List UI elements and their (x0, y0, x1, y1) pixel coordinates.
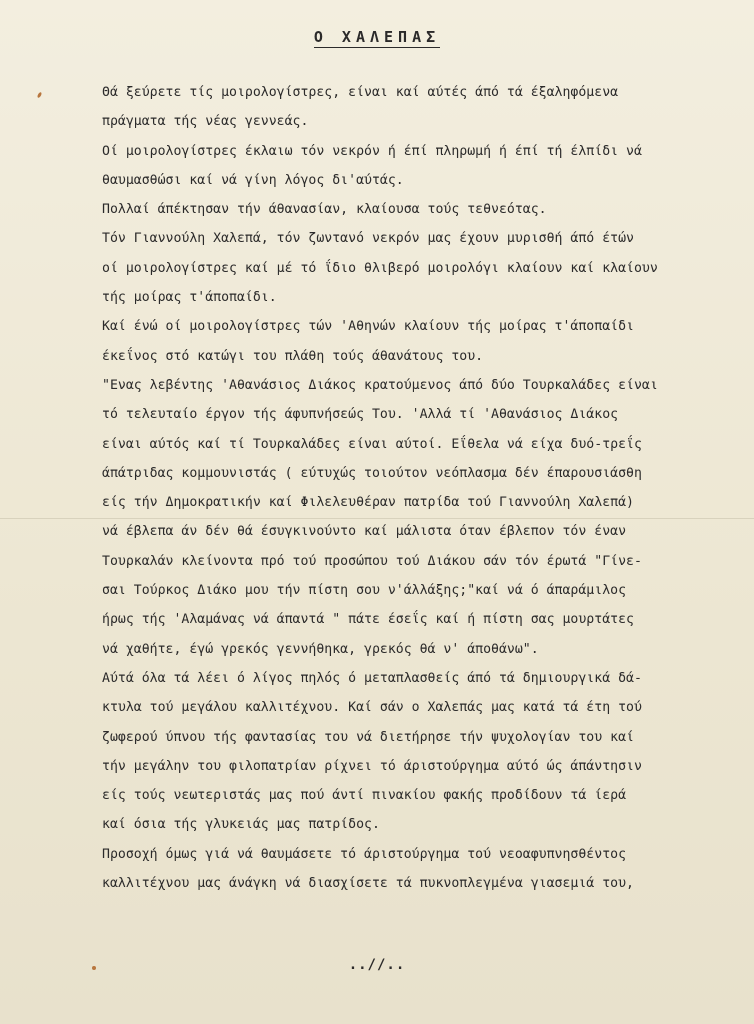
text-line: τήν μεγάλην του φιλοπατρίαν ρίχνει τό άριστούργημα αύτό ώς άπάντησιν (102, 758, 642, 774)
text-line: οί μοιρολογίστρες καί μέ τό ΐδιο θλιβερό μοιρολόγι κλαίουν καί κλαίουν (102, 260, 658, 276)
text-line: έκεΐνος στό κατώγι του πλάθη τούς άθανάτους του. (102, 348, 484, 364)
document-title: Ο ΧΑΛΕΠΑΣ (313, 28, 441, 46)
text-line: είναι αύτός καί τί Τουρκαλάδες είναι αύτοί. Εΐθελα νά είχα δυό-τρεΐς (102, 436, 642, 452)
text-line: καλλιτέχνου μας άνάγκη νά διασχίσετε τά πυκνοπλεγμένα γιασεμιά του, (102, 876, 634, 892)
text-line: Τόν Γιαννούλη Χαλεπά, τόν ζωντανό νεκρόν μας έχουν μυρισθή άπό έτών (102, 231, 634, 247)
text-line: "Ενας λεβέντης 'Αθανάσιος Διάκος κρατούμενος άπό δύο Τουρκαλάδες είναι (102, 377, 658, 393)
page-continuation-mark: ..//.. (348, 957, 406, 973)
text-line: Τουρκαλάν κλείνοντα πρό τού προσώπου τού Διάκου σάν τόν έρωτά "Γίνε- (102, 553, 642, 569)
text-line: νά χαθήτε, έγώ γρεκός γεννήθηκα, γρεκός θά ν' άποθάνω". (102, 641, 539, 657)
text-line: τό τελευταίο έργον τής άφυπνήσεώς Του. 'Αλλά τί 'Αθανάσιος Διάκος (102, 407, 619, 423)
text-line: Οί μοιρολογίστρες έκλαιω τόν νεκρόν ή έπί πληρωμή ή έπί τή έλπίδι νά (102, 143, 642, 159)
text-line: Θά ξεύρετε τίς μοιρολογίστρες, είναι καί αύτές άπό τά έξαληφόμενα (102, 85, 619, 100)
text-line: καί όσια τής γλυκειάς μας πατρίδος. (102, 817, 380, 833)
paper-stain (37, 92, 43, 99)
text-line: Πολλαί άπέκτησαν τήν άθανασίαν, κλαίουσα τούς τεθνεότας. (102, 202, 547, 218)
text-line: είς τήν Δημοκρατικήν καί Φιλελευθέραν πατρίδα τού Γιαννούλη Χαλεπά) (102, 495, 634, 511)
text-line: σαι Τούρκος Διάκο μου τήν πίστη σου ν'άλλάξης;"καί νά ό άπαράμιλος (102, 583, 627, 599)
text-line: κτυλα τού μεγάλου καλλιτέχνου. Καί σάν ο Χαλεπάς μας κατά τά έτη τού (102, 700, 642, 716)
text-line: είς τούς νεωτεριστάς μας πού άντί πινακίου φακής προδίδουν τά ίερά (102, 788, 627, 804)
text-line: ήρως τής 'Αλαμάνας νά άπαντά " πάτε έσεΐς καί ή πίστη σας μουρτάτες (102, 612, 634, 628)
text-line: τής μοίρας τ'άποπαίδι. (102, 290, 277, 306)
text-line: άπάτριδας κομμουνιστάς ( εύτυχώς τοιούτον νεόπλασμα δέν έπαρουσιάσθη (102, 465, 642, 481)
text-line: πράγματα τής νέας γεννεάς. (102, 114, 309, 130)
text-line: Αύτά όλα τά λέει ό λίγος πηλός ό μεταπλασθείς άπό τά δημιουργικά δά- (102, 670, 642, 686)
text-line: Προσοχή όμως γιά νά θαυμάσετε τό άριστούργημα τού νεοαφυπνησθέντος (102, 846, 627, 862)
text-line: νά έβλεπα άν δέν θά έσυγκινούντο καί μάλιστα όταν έβλεπον τόν έναν (102, 524, 627, 540)
text-line: θαυμασθώσι καί νά γίνη λόγος δι'αύτάς. (102, 172, 404, 188)
document-body (102, 78, 752, 898)
text-line: ζωφερού ύπνου τής φαντασίας του νά διετήρησε τήν ψυχολογίαν του καί (102, 729, 634, 745)
text-line: Καί ένώ οί μοιρολογίστρες τών 'Αθηνών κλαίουν τής μοίρας τ'άποπαίδι (102, 319, 634, 335)
